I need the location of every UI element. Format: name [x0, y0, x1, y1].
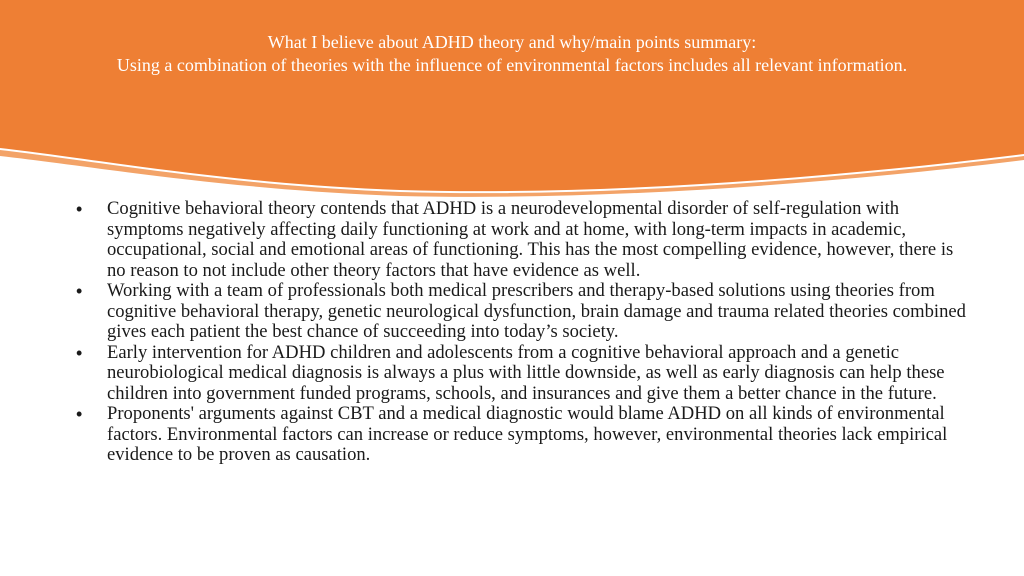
bullet-item-cbt [76, 199, 966, 281]
bullet-icon: • [76, 199, 83, 219]
slide-body [76, 199, 966, 466]
bullet-icon: • [76, 281, 83, 301]
title-line-1: What I believe about ADHD theory and why/main points summary: [267, 32, 757, 52]
bullet-item-team [76, 281, 966, 343]
bullet-item-early-intervention [76, 343, 966, 405]
header-orange-fill [0, 0, 1024, 191]
bullet-item-proponents [76, 404, 966, 466]
slide-title [60, 31, 964, 76]
bullet-icon: • [76, 404, 83, 424]
title-line-2: Using a combination of theories with the influence of environmental factors includes all relevant information. [116, 54, 908, 75]
bullet-text-early-intervention: Early intervention for ADHD children and adolescents from a cognitive behavioral approach and a genetic neurobiological medical diagnosis is always a plus with little downside, as well as early diagnosis can help these children into government funded programs, schools, and insurances and give them a better chance in the future. [107, 341, 945, 404]
header-banner [0, 0, 1024, 200]
bullet-text-proponents: Proponents' arguments against CBT and a medical diagnostic would blame ADHD on all kinds of environmental factors. Environmental factors can increase or reduce symptoms, however, environmental theories lack empirical evidence to be proven as causation. [107, 403, 948, 465]
bullet-text-team: Working with a team of professionals both medical prescribers and therapy-based solutions using theories from cognitive behavioral therapy, genetic neurological dysfunction, brain damage and trauma related theories combined gives each patient the best chance of succeeding into today’s society. [107, 280, 966, 342]
bullet-list [76, 199, 966, 466]
header-wave-shape [0, 0, 1024, 200]
bullet-text-cbt: Cognitive behavioral theory contends that ADHD is a neurodevelopmental disorder of self-regulation with symptoms negatively affecting daily functioning at work and at home, with long-term impacts in academic, occupational, social and emotional areas of functioning. This has the most compelling evidence, however, there is no reason to not include other theory factors that have evidence as well. [107, 198, 954, 281]
bullet-icon: • [76, 342, 83, 363]
